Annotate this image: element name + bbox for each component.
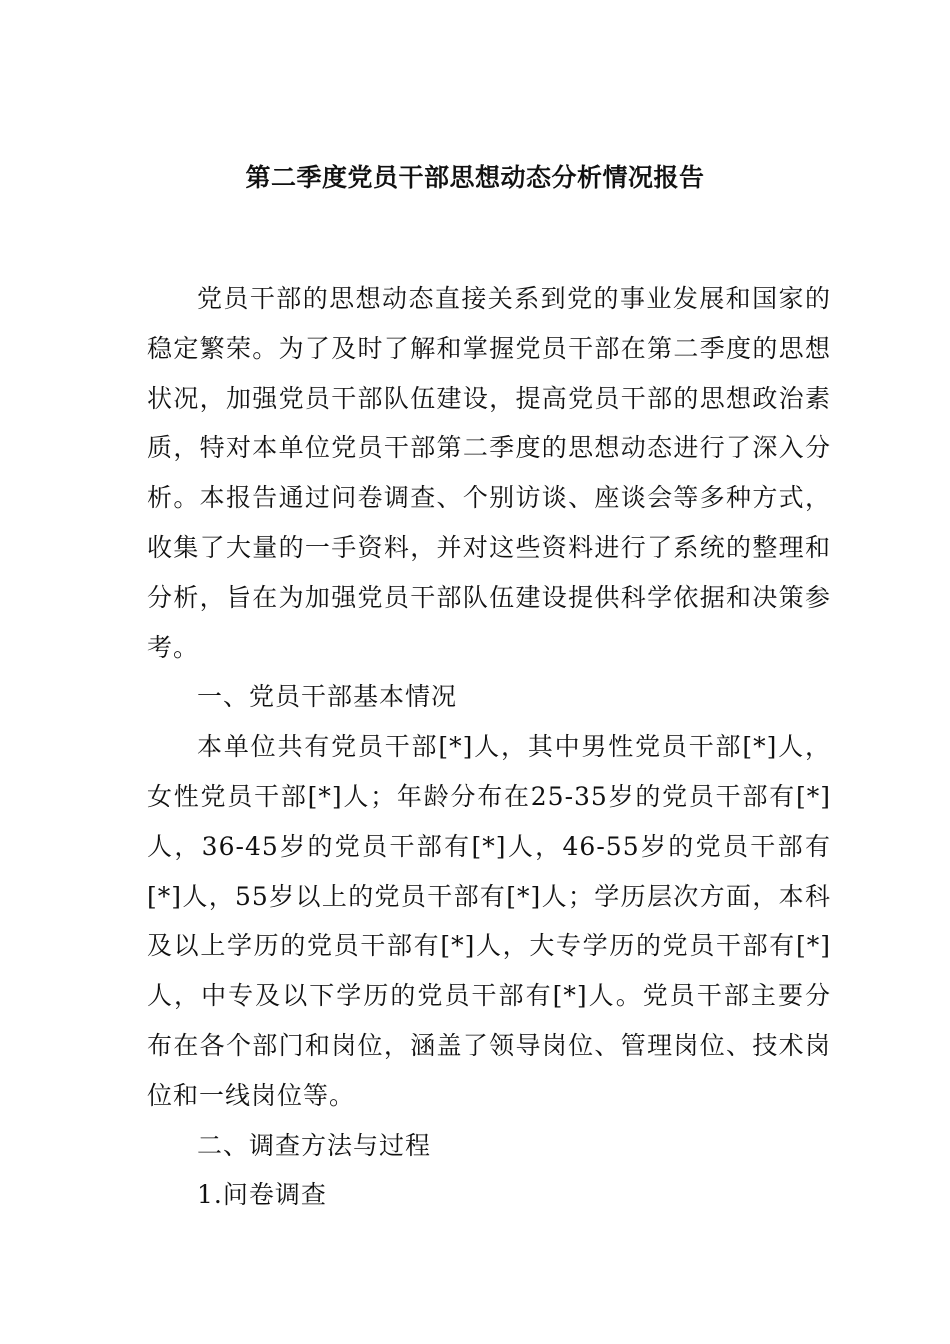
section-heading-methods: 二、调查方法与过程 [197, 1130, 432, 1160]
section-heading-basic-info: 一、党员干部基本情况 [197, 682, 458, 712]
subsection-heading-questionnaire: 1.问卷调查 [197, 1180, 327, 1210]
document-body [147, 274, 831, 1220]
document-title: 第二季度党员干部思想动态分析情况报告 [245, 163, 705, 192]
basic-info-paragraph: 本单位共有党员干部[*]人，其中男性党员干部[*]人，女性党员干部[*]人；年龄分布在25-35岁的党员干部有[*]人，36-45岁的党员干部有[*]人，46-55岁的党员干部有[*]人，55岁以上的党员干部有[*]人；学历层次方面，本科及以上学历的党员干部有[*]人，大专学历的党员干部有[*]人，中专及以下学历的党员干部有[*]人。党员干部主要分布在各个部门和岗位，涵盖了领导岗位、管理岗位、技术岗位和一线岗位等。 [147, 732, 831, 1110]
intro-paragraph: 党员干部的思想动态直接关系到党的事业发展和国家的稳定繁荣。为了及时了解和掌握党员干部在第二季度的思想状况，加强党员干部队伍建设，提高党员干部的思想政治素质，特对本单位党员干部第二季度的思想动态进行了深入分析。本报告通过问卷调查、个别访谈、座谈会等多种方式，收集了大量的一手资料，并对这些资料进行了系统的整理和分析，旨在为加强党员干部队伍建设提供科学依据和决策参考。 [147, 284, 831, 662]
